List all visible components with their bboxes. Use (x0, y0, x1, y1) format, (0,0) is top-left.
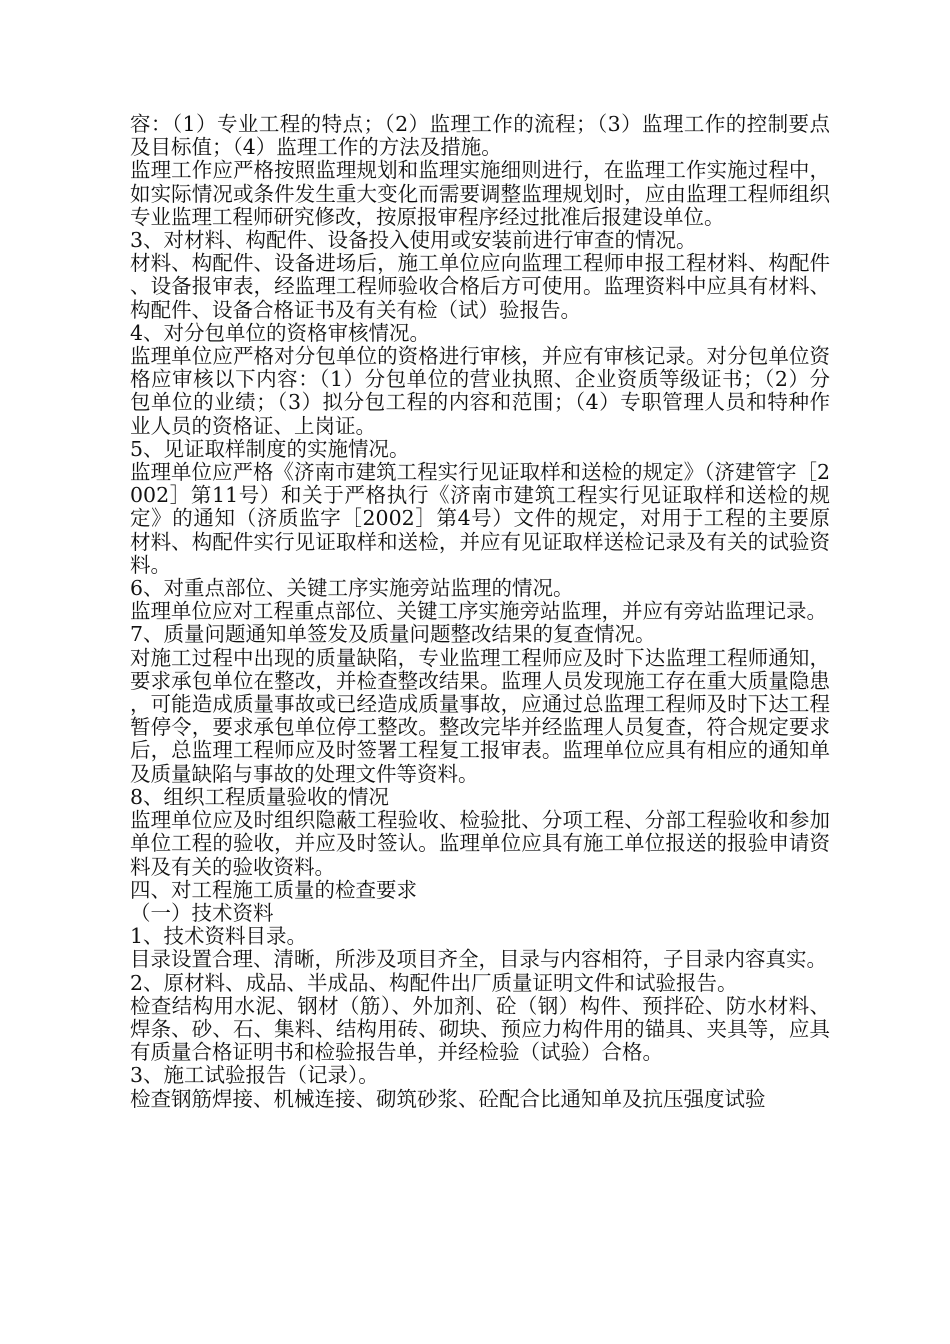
heading-17: 1、技术资料目录。 (130, 924, 308, 949)
paragraph-4: 材料、构配件、设备进场后，施工单位应向监理工程师申报工程材料、构配件、设备报审表，经监理工程师验收合格后方可使用。监理资料中应具有材料、构配件、设备合格证书及有关有检（试）验报告。 (130, 251, 830, 322)
paragraph-1: 容：（1）专业工程的特点；（2）监理工作的流程；（3）监理工作的控制要点及目标值；（4）监理工作的方法及措施。 (130, 112, 830, 160)
paragraph-8: 监理单位应严格《济南市建筑工程实行见证取样和送检的规定》（济建管字［2002］第11号）和关于严格执行《济南市建筑工程实行见证取样和送检的规定》的通知（济质监字［2002］第4号）文件的规定，对用于工程的主要原材料、构配件实行见证取样和送检，并应有见证取样送检记录及有关的试验资料。 (130, 460, 830, 577)
paragraph-10: 监理单位应对工程重点部位、关键工序实施旁站监理，并应有旁站监理记录。 (130, 599, 827, 624)
section-heading-4: 四、对工程施工质量的检查要求 (130, 877, 417, 902)
heading-9: 6、对重点部位、关键工序实施旁站监理的情况。 (130, 576, 574, 601)
heading-19: 2、原材料、成品、半成品、构配件出厂质量证明文件和试验报告。 (130, 970, 738, 995)
paragraph-22: 检查钢筋焊接、机械连接、砌筑砂浆、砼配合比通知单及抗压强度试验 (130, 1086, 766, 1111)
heading-3: 3、对材料、构配件、设备投入使用或安装前进行审查的情况。 (130, 228, 697, 253)
paragraph-2: 监理工作应严格按照监理规划和监理实施细则进行，在监理工作实施过程中，如实际情况或条件发生重大变化而需要调整监理规划时，应由监理工程师组织专业监理工程师研究修改，按原报审程序经过批准后报建设单位。 (130, 158, 830, 229)
heading-13: 8、组织工程质量验收的情况 (130, 784, 390, 809)
document-page (130, 113, 830, 1111)
paragraph-14: 监理单位应及时组织隐蔽工程验收、检验批、分项工程、分部工程验收和参加单位工程的验收，并应及时签认。监理单位应具有施工单位报送的报验申请资料及有关的验收资料。 (130, 808, 830, 879)
heading-21: 3、施工试验报告（记录）。 (130, 1063, 379, 1088)
heading-11: 7、质量问题通知单签发及质量问题整改结果的复查情况。 (130, 622, 656, 647)
subsection-heading-1: （一）技术资料 (130, 900, 274, 925)
heading-5: 4、对分包单位的资格审核情况。 (130, 320, 431, 345)
paragraph-20: 检查结构用水泥、钢材（筋）、外加剂、砼（钢）构件、预拌砼、防水材料、焊条、砂、石、集料、结构用砖、砌块、预应力构件用的锚具、夹具等，应具有质量合格证明书和检验报告单，并经检验（试验）合格。 (130, 993, 830, 1065)
paragraph-12: 对施工过程中出现的质量缺陷，专业监理工程师应及时下达监理工程师通知，要求承包单位在整改，并检查整改结果。监理人员发现施工存在重大质量隐患，可能造成质量事故或已经造成质量事故，应通过总监理工程师及时下达工程暂停令，要求承包单位停工整改。整改完毕并经监理人员复查，符合规定要求后，总监理工程师应及时签署工程复工报审表。监理单位应具有相应的通知单及质量缺陷与事故的处理文件等资料。 (130, 645, 830, 786)
paragraph-6: 监理单位应严格对分包单位的资格进行审核，并应有审核记录。对分包单位资格应审核以下内容：（1）分包单位的营业执照、企业资质等级证书；（2）分包单位的业绩；（3）拟分包工程的内容和范围；（4）专职管理人员和特种作业人员的资格证、上岗证。 (130, 344, 830, 438)
heading-7: 5、见证取样制度的实施情况。 (130, 436, 410, 461)
paragraph-18: 目录设置合理、清晰，所涉及项目齐全，目录与内容相符，子目录内容真实。 (130, 947, 827, 972)
